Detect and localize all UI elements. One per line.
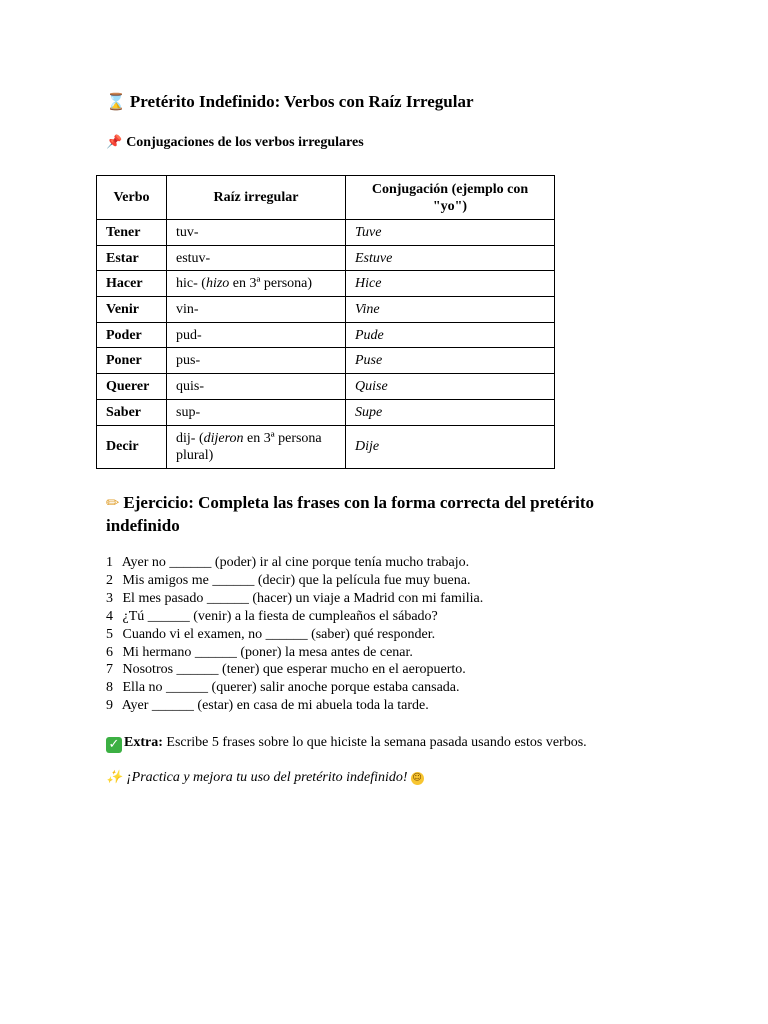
item-number: 5 [106, 626, 113, 642]
table-row [97, 297, 555, 323]
page-title [106, 90, 474, 114]
extra-task [106, 733, 587, 753]
table-row [97, 399, 555, 425]
closing-text: ¡Practica y mejora tu uso del pretérito indefinido! [126, 770, 408, 785]
table-row [97, 220, 555, 246]
verb-cell: Poder [97, 322, 167, 348]
verb-cell: Hacer [97, 271, 167, 297]
root-suffix: en 3ª persona) [229, 276, 313, 292]
list-item [106, 572, 483, 590]
pushpin-icon: 📌 [106, 135, 123, 150]
root-italic: dijeron [203, 430, 244, 446]
root-cell: sup- [167, 399, 346, 425]
root-italic: hizo [205, 276, 230, 292]
header-verbo: Verbo [97, 176, 167, 220]
item-number: 6 [106, 644, 113, 660]
table-row [97, 374, 555, 400]
verb-cell: Decir [97, 425, 167, 468]
page-title-text: Pretérito Indefinido: Verbos con Raíz Irregular [129, 92, 474, 111]
item-number: 3 [106, 590, 113, 606]
item-text: Cuando vi el examen, no ______ (saber) qué responder. [122, 626, 436, 642]
verb-cell: Poner [97, 348, 167, 374]
exercise-list [106, 554, 483, 715]
conjugation-table [96, 175, 555, 469]
root-cell: tuv- [167, 220, 346, 246]
item-text: Nosotros ______ (tener) que esperar mucho en el aeropuerto. [122, 662, 466, 678]
item-number: 7 [106, 662, 113, 678]
smiley-icon: ☺ [412, 773, 422, 783]
hourglass-icon: ⌛ [106, 92, 126, 111]
header-conjugacion: Conjugación (ejemplo con "yo") [346, 176, 555, 220]
list-item [106, 697, 483, 715]
list-item [106, 661, 483, 679]
item-text: Mi hermano ______ (poner) la mesa antes de cenar. [122, 644, 413, 660]
section-heading-text: Conjugaciones de los verbos irregulares [126, 135, 364, 150]
list-item [106, 644, 483, 662]
extra-label: Extra: [124, 735, 163, 750]
exercise-heading [106, 491, 666, 537]
item-text: Ella no ______ (querer) salir anoche porque estaba cansada. [122, 680, 460, 696]
item-number: 8 [106, 680, 113, 696]
table-header-row [97, 176, 555, 220]
section-heading [106, 133, 364, 153]
item-text: Ayer ______ (estar) en casa de mi abuela toda la tarde. [121, 698, 429, 714]
root-cell: estuv- [167, 245, 346, 271]
extra-text: Escribe 5 frases sobre lo que hiciste la semana pasada usando estos verbos. [162, 735, 587, 750]
conjugation-cell: Quise [346, 374, 555, 400]
verb-cell: Saber [97, 399, 167, 425]
list-item [106, 608, 483, 626]
root-cell: vin- [167, 297, 346, 323]
list-item [106, 679, 483, 697]
item-text: El mes pasado ______ (hacer) un viaje a Madrid con mi familia. [122, 590, 484, 606]
verb-cell: Venir [97, 297, 167, 323]
table-row [97, 271, 555, 297]
root-prefix: hic- ( [176, 276, 206, 292]
table-row [97, 348, 555, 374]
list-item [106, 626, 483, 644]
conjugation-cell: Dije [346, 425, 555, 468]
root-cell [167, 271, 346, 297]
conjugation-cell: Puse [346, 348, 555, 374]
table-row [97, 322, 555, 348]
root-cell [167, 425, 346, 468]
conjugation-cell: Estuve [346, 245, 555, 271]
verb-cell: Querer [97, 374, 167, 400]
item-text: ¿Tú ______ (venir) a la fiesta de cumpleaños el sábado? [122, 608, 438, 624]
item-text: Ayer no ______ (poder) ir al cine porque tenía mucho trabajo. [121, 555, 470, 570]
pencil-icon: ✏ [106, 493, 120, 512]
sparkles-icon: ✨ [106, 770, 123, 785]
table-row [97, 425, 555, 468]
header-raiz: Raíz irregular [167, 176, 346, 220]
root-cell: quis- [167, 374, 346, 400]
table-row [97, 245, 555, 271]
conjugation-cell: Tuve [346, 220, 555, 246]
root-cell: pud- [167, 322, 346, 348]
item-number: 9 [106, 698, 113, 714]
conjugation-cell: Hice [346, 271, 555, 297]
conjugation-cell: Supe [346, 399, 555, 425]
root-suffix: en 3ª persona plural) [176, 430, 322, 463]
item-number: 1 [106, 555, 113, 570]
item-text: Mis amigos me ______ (decir) que la película fue muy buena. [122, 572, 471, 588]
closing-line [106, 768, 424, 788]
item-number: 2 [106, 572, 113, 588]
item-number: 4 [106, 608, 113, 624]
verb-cell: Tener [97, 220, 167, 246]
conjugation-cell: Pude [346, 322, 555, 348]
list-item [106, 590, 483, 608]
root-prefix: dij- ( [176, 430, 204, 446]
verb-cell: Estar [97, 245, 167, 271]
exercise-heading-text: Ejercicio: Completa las frases con la forma correcta del pretérito indefinido [106, 493, 595, 535]
root-cell: pus- [167, 348, 346, 374]
check-mark-icon: ✓ [106, 737, 122, 753]
list-item [106, 554, 483, 572]
conjugation-cell: Vine [346, 297, 555, 323]
